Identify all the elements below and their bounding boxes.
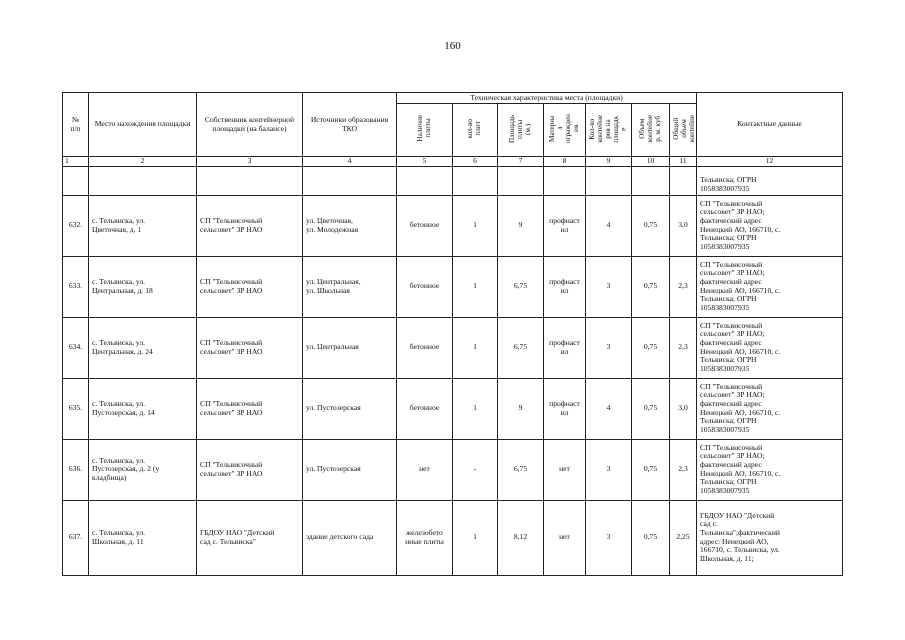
cell-containers: 3 [586, 317, 632, 378]
cell-containers: 3 [586, 500, 632, 575]
cell-total-volume: 2,3 [670, 439, 697, 500]
column-number: 8 [544, 157, 586, 167]
header-tech-group: Техническая характеристика места (площадки) [397, 93, 697, 104]
table-row [63, 500, 843, 575]
table-row [63, 439, 843, 500]
cell-fence: профнаст ил [544, 195, 586, 256]
cell-volume: 0,75 [632, 195, 670, 256]
cell-fence: нет [544, 439, 586, 500]
cell-slabs: бетонное [397, 195, 453, 256]
table-body [63, 157, 843, 576]
cell-contact: СП "Тельвисочный сельсовет" ЗР НАО; фактический адрес Ненецкий АО, 166710, с. Тельвиска; ОГРН 1058383007935 [697, 195, 843, 256]
cell-slab-count: 1 [453, 256, 498, 317]
cell-num: 635. [63, 378, 89, 439]
header-num: № п/п [63, 93, 89, 157]
cell-volume: 0,75 [632, 439, 670, 500]
cell-containers: 4 [586, 378, 632, 439]
cell-contact: СП "Тельвисочный сельсовет" ЗР НАО; фактический адрес Ненецкий АО, 166710, с. Тельвиска; ОГРН 1058383007935 [697, 378, 843, 439]
cell-slab-count: 1 [453, 317, 498, 378]
cell-volume: 0,75 [632, 500, 670, 575]
cell-sources: здание детского сада [303, 500, 397, 575]
cell-num: 632. [63, 195, 89, 256]
cell-sources: ул. Пустозерская [303, 378, 397, 439]
cell-owner: СП "Тельвисочный сельсовет" ЗР НАО [197, 256, 303, 317]
cell-area: 8,12 [498, 500, 544, 575]
cell-num: 637. [63, 500, 89, 575]
column-number: 10 [632, 157, 670, 167]
cell-containers: 3 [586, 439, 632, 500]
cell-containers: 4 [586, 195, 632, 256]
cell-location: с. Тельвиска, ул. Центральная, д. 18 [89, 256, 197, 317]
container-sites-table [62, 92, 843, 576]
column-number: 6 [453, 157, 498, 167]
cell-sources: ул. Цветочная, ул. Молодежная [303, 195, 397, 256]
cell-slabs: бетонное [397, 378, 453, 439]
table-row [63, 378, 843, 439]
header-location: Место нахождения площадки [89, 93, 197, 157]
column-number: 1 [63, 157, 89, 167]
cell-fence: профнаст ил [544, 378, 586, 439]
cell-contact: СП "Тельвисочный сельсовет" ЗР НАО; фактический адрес Ненецкий АО, 166710, с. Тельвиска; ОГРН 1058383007935 [697, 317, 843, 378]
cell-num: 633. [63, 256, 89, 317]
cell-owner: СП "Тельвисочный сельсовет" ЗР НАО [197, 439, 303, 500]
header-slabs: Наличие плиты [397, 104, 453, 157]
column-number: 9 [586, 157, 632, 167]
cell-area: 6,75 [498, 439, 544, 500]
cell-slab-count: - [453, 439, 498, 500]
cell-num: 634. [63, 317, 89, 378]
cell-total-volume: 2,3 [670, 256, 697, 317]
cell-fence: профнаст ил [544, 317, 586, 378]
cell-area: 6,75 [498, 256, 544, 317]
column-number: 3 [197, 157, 303, 167]
cell-owner: СП "Тельвисочный сельсовет" ЗР НАО [197, 317, 303, 378]
cell-total-volume: 2,3 [670, 317, 697, 378]
cell-sources: ул. Пустозерская [303, 439, 397, 500]
header-owner: Собственник контейнерной площадки (на балансе) [197, 93, 303, 157]
cell-volume: 0,75 [632, 378, 670, 439]
cell-location: с. Тельвиска, ул. Пустозерская, д. 14 [89, 378, 197, 439]
cell-area: 6,75 [498, 317, 544, 378]
cell-total-volume: 3,0 [670, 378, 697, 439]
continuation-contact: Тельвиска; ОГРН 1058383007935 [697, 166, 843, 195]
cell-location: с. Тельвиска, ул. Школьная, д. 11 [89, 500, 197, 575]
cell-slab-count: 1 [453, 500, 498, 575]
column-number: 2 [89, 157, 197, 167]
cell-slabs: железобето нные плиты [397, 500, 453, 575]
cell-slabs: бетонное [397, 256, 453, 317]
header-containers: Кол-во контейне ров на площадк е [586, 104, 632, 157]
cell-num: 636. [63, 439, 89, 500]
header-volume: Объем контейне р. м. куб [632, 104, 670, 157]
column-number: 12 [697, 157, 843, 167]
table-row [63, 256, 843, 317]
cell-sources: ул. Центральная, ул. Школьная [303, 256, 397, 317]
cell-slabs: бетонное [397, 317, 453, 378]
cell-slab-count: 1 [453, 195, 498, 256]
column-number: 5 [397, 157, 453, 167]
cell-containers: 3 [586, 256, 632, 317]
cell-owner: СП "Тельвисочный сельсовет" ЗР НАО [197, 195, 303, 256]
cell-volume: 0,75 [632, 256, 670, 317]
cell-slab-count: 1 [453, 378, 498, 439]
table-row [63, 317, 843, 378]
cell-total-volume: 2,25 [670, 500, 697, 575]
cell-owner: ГБДОУ НАО "Детский сад с. Тельвиска" [197, 500, 303, 575]
cell-sources: ул. Центральная [303, 317, 397, 378]
cell-area: 9 [498, 195, 544, 256]
cell-location: с. Тельвиска, ул. Пустозерская, д. 2 (у кладбища) [89, 439, 197, 500]
cell-location: с. Тельвиска, ул. Центральная, д. 24 [89, 317, 197, 378]
header-area: Площадь плиты (м.) [498, 104, 544, 157]
cell-location: с. Тельвиска, ул. Цветочная, д. 1 [89, 195, 197, 256]
table-row [63, 195, 843, 256]
continuation-row [63, 166, 843, 195]
header-contact: Контактные данные [697, 93, 843, 157]
page-number: 160 [444, 40, 461, 52]
cell-contact: ГБДОУ НАО "Детский сад с. Тельвиска";фактический адрес: Ненецкий АО, 166710, с. Тельвиска, ул. Школьная, д. 11; [697, 500, 843, 575]
column-number: 7 [498, 157, 544, 167]
cell-slabs: нет [397, 439, 453, 500]
column-number: 11 [670, 157, 697, 167]
header-total-volume: Общий объем контейне [670, 104, 697, 157]
cell-contact: СП "Тельвисочный сельсовет" ЗР НАО; фактический адрес Ненецкий АО, 166710, с. Тельвиска; ОГРН 1058383007935 [697, 439, 843, 500]
cell-area: 9 [498, 378, 544, 439]
cell-contact: СП "Тельвисочный сельсовет" ЗР НАО; фактический адрес Ненецкий АО, 166710, с. Тельвиска; ОГРН 1058383007935 [697, 256, 843, 317]
cell-fence: профнаст ил [544, 256, 586, 317]
cell-owner: СП "Тельвисочный сельсовет" ЗР НАО [197, 378, 303, 439]
header-fence: Материа л огражден ия [544, 104, 586, 157]
column-number: 4 [303, 157, 397, 167]
cell-total-volume: 3,0 [670, 195, 697, 256]
cell-fence: нет [544, 500, 586, 575]
column-numbers-row [63, 157, 843, 167]
cell-volume: 0,75 [632, 317, 670, 378]
header-sources: Источники образования ТКО [303, 93, 397, 157]
header-slab-count: кол-во плит [453, 104, 498, 157]
